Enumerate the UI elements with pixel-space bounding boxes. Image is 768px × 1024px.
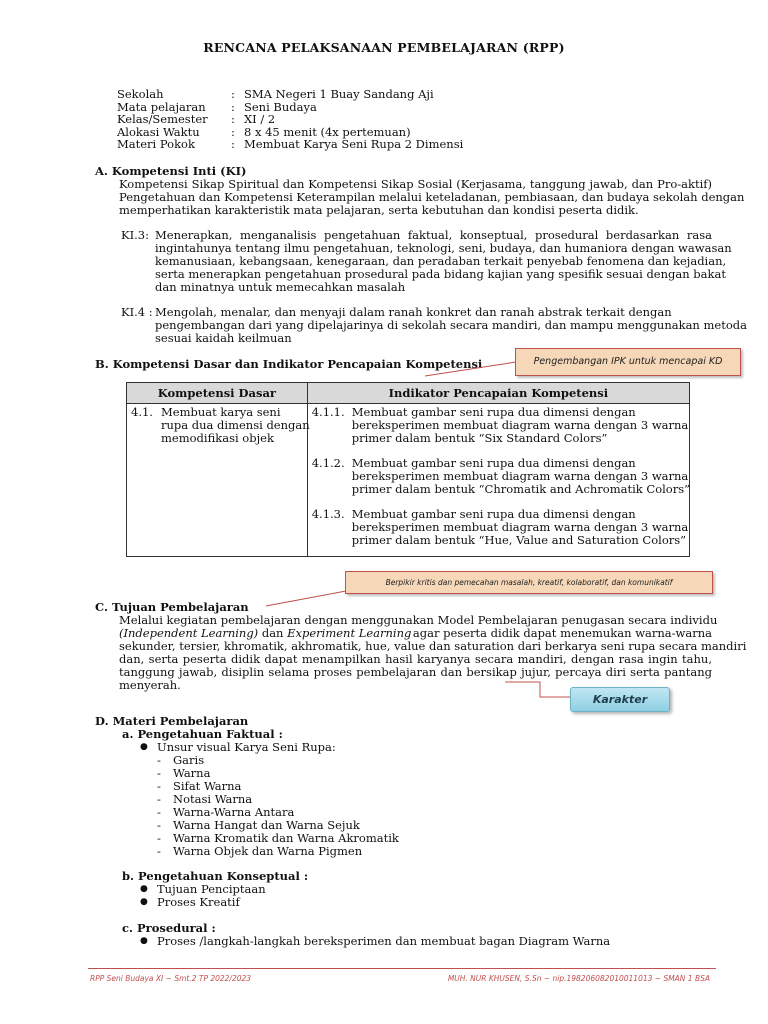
ki4-label: KI.4 : <box>121 305 153 319</box>
list-item: Warna-Warna Antara <box>173 805 295 819</box>
section-a-intro-line: Kompetensi Sikap Spiritual dan Kompetensi Sikap Sosial (Kerjasama, tanggung jawab, dan Pro-aktif) <box>119 177 712 191</box>
ipk-line: Membuat gambar seni rupa dua dimensi dengan <box>351 405 636 419</box>
subsection-b-heading: b. Pengetahuan Konseptual : <box>122 869 309 883</box>
identity-label: Sekolah <box>117 87 164 101</box>
dash-icon: - <box>157 779 161 793</box>
dash-icon: - <box>157 792 161 806</box>
ki3-line: kemanusiaan, kebangsaan, kenegaraan, dan peradaban terkait penyebab fenomena dan kejadian, <box>155 254 727 268</box>
ipk-line: Membuat gambar seni rupa dua dimensi dengan <box>351 456 636 470</box>
identity-colon: : <box>231 112 235 126</box>
subsection-a-heading: a. Pengetahuan Faktual : <box>122 727 283 741</box>
table-header-kd: Kompetensi Dasar <box>127 383 308 404</box>
callout-skills-connector <box>266 591 346 606</box>
ipk-number: 4.1.2. <box>311 456 345 470</box>
ki3-line: serta menerapkan pengetahuan prosedural pada bidang kajian yang spesifik sesuai dengan bakat <box>155 267 726 281</box>
ipk-line: bereksperimen membuat diagram warna dengan 3 warna <box>351 520 689 534</box>
ki3-line: Menerapkan, menganalisis pengetahuan faktual, konseptual, prosedural berdasarkan rasa <box>155 228 712 242</box>
identity-label: Alokasi Waktu <box>117 124 200 139</box>
list-item: Proses /langkah-langkah bereksperimen dan membuat bagan Diagram Warna <box>157 934 611 948</box>
ipk-line: primer dalam bentuk “Chromatik and Achromatik Colors” <box>351 482 691 496</box>
callout-ipk-connector <box>425 362 516 376</box>
dash-icon: - <box>157 805 161 819</box>
ipk-line: bereksperimen membuat diagram warna dengan 3 warna <box>351 418 689 432</box>
list-item: Warna Kromatik dan Warna Akromatik <box>173 831 399 845</box>
list-item: Sifat Warna <box>173 779 242 793</box>
ki4-line: Mengolah, menalar, dan menyaji dalam ranah konkret dan ranah abstrak terkait dengan <box>155 305 672 319</box>
identity-value: Seni Budaya <box>244 99 317 114</box>
bullet-icon: ● <box>140 742 148 752</box>
identity-colon: : <box>231 99 235 114</box>
model-experiment: Experiment Learning <box>287 626 412 640</box>
footer-divider <box>88 968 716 969</box>
ki3-label: KI.3: <box>121 228 149 242</box>
ipk-number: 4.1.3. <box>311 507 345 521</box>
connector-text: dan <box>258 626 288 640</box>
section-c-line: dan, serta peserta didik dapat menampilkan hasil karyanya secara mandiri, dengan rasa ingin tahu, <box>119 652 712 666</box>
section-c-heading: C. Tujuan Pembelajaran <box>95 600 249 614</box>
identity-value: XI / 2 <box>244 112 276 126</box>
table-header-ipk: Indikator Pencapaian Kompetensi <box>307 383 689 404</box>
table-row <box>127 404 690 557</box>
document-title: RENCANA PELAKSANAAN PEMBELAJARAN (RPP) <box>203 40 565 55</box>
ipk-number: 4.1.1. <box>311 405 345 419</box>
list-item: Proses Kreatif <box>157 895 240 909</box>
kd-line: Membuat karya seni <box>161 405 281 419</box>
identity-colon: : <box>231 87 235 101</box>
list-item: Garis <box>173 753 205 767</box>
list-item: Warna Objek dan Warna Pigmen <box>173 844 363 858</box>
ipk-line: primer dalam bentuk “Six Standard Colors” <box>351 431 608 445</box>
identity-value: 8 x 45 menit (4x pertemuan) <box>244 124 411 139</box>
ki4-line: sesuai kaidah keilmuan <box>155 331 292 345</box>
list-item: Unsur visual Karya Seni Rupa: <box>157 740 336 754</box>
callout-skills: Berpikir kritis dan pemecahan masalah, kreatif, kolaboratif, dan komunikatif <box>345 571 713 594</box>
callout-ipk: Pengembangan IPK untuk mencapai KD <box>515 348 741 376</box>
ki3-line: ingintahunya tentang ilmu pengetahuan, teknologi, seni, budaya, dan humaniora dengan wawasan <box>155 241 732 255</box>
bullet-icon: ● <box>140 897 148 907</box>
dash-icon: - <box>157 844 161 858</box>
identity-label: Materi Pokok <box>117 137 195 151</box>
ipk-line: primer dalam bentuk “Hue, Value and Saturation Colors” <box>351 533 687 547</box>
kd-ipk-table <box>126 382 690 557</box>
section-c-line: sekunder, tersier, khromatik, akhromatik, hue, value dan saturation dari berkarya seni rupa secara mandiri <box>119 639 747 653</box>
section-c-line: menyerah. <box>119 678 181 692</box>
dash-icon: - <box>157 831 161 845</box>
identity-value: Membuat Karya Seni Rupa 2 Dimensi <box>244 137 464 151</box>
footer-left: RPP Seni Budaya XI ~ Smt.2 TP 2022/2023 <box>90 974 252 983</box>
section-c-line-rest: agar peserta didik dapat menemukan warna-warna <box>412 626 712 640</box>
ki4-line: pengembangan dari yang dipelajarinya di sekolah secara mandiri, dan mampu menggunakan metoda <box>155 318 747 332</box>
section-a-intro-line: Pengetahuan dan Kompetensi Keterampilan melalui keteladanan, pembiasaan, dan budaya sekolah dengan <box>119 190 745 204</box>
section-a-intro-line: memperhatikan karakteristik mata pelajaran, serta kebutuhan dan kondisi peserta didik. <box>119 203 639 217</box>
dash-icon: - <box>157 818 161 832</box>
identity-colon: : <box>231 137 235 151</box>
identity-label: Kelas/Semester <box>117 112 208 126</box>
footer-right: MUH. NUR KHUSEN, S.Sn ~ nip.198206082010011013 ~ SMAN 1 BSA <box>447 974 710 983</box>
callout-karakter-connector <box>505 682 570 697</box>
list-item: Notasi Warna <box>173 792 253 806</box>
bullet-icon: ● <box>140 936 148 946</box>
dash-icon: - <box>157 753 161 767</box>
list-item: Warna Hangat dan Warna Sejuk <box>173 818 360 832</box>
ipk-line: Membuat gambar seni rupa dua dimensi dengan <box>351 507 636 521</box>
section-c-line: Melalui kegiatan pembelajaran dengan menggunakan Model Pembelajaran penugasan secara individu <box>119 613 718 627</box>
identity-label: Mata pelajaran <box>117 99 206 114</box>
kd-line: memodifikasi objek <box>161 431 274 445</box>
dash-icon: - <box>157 766 161 780</box>
subsection-c-heading: c. Prosedural : <box>122 921 216 935</box>
model-independent: (Independent Learning) <box>119 626 259 640</box>
list-item: Warna <box>173 766 211 780</box>
kd-line: rupa dua dimensi dengan <box>161 418 310 432</box>
section-b-heading: B. Kompetensi Dasar dan Indikator Pencapaian Kompetensi <box>95 357 483 371</box>
kd-number: 4.1. <box>131 405 153 419</box>
section-c-line: tanggung jawab, disiplin selama proses pembelajaran dan bersikap jujur, percaya diri serta pantang <box>119 665 712 679</box>
bullet-icon: ● <box>140 884 148 894</box>
list-item: Tujuan Penciptaan <box>157 882 266 896</box>
section-d-heading: D. Materi Pembelajaran <box>95 714 249 728</box>
ki3-line: dan minatnya untuk memecahkan masalah <box>155 280 406 294</box>
identity-colon: : <box>231 124 235 139</box>
section-a-heading: A. Kompetensi Inti (KI) <box>95 164 247 178</box>
ipk-cell <box>307 404 689 557</box>
karakter-badge: Karakter <box>570 687 670 712</box>
kd-cell <box>127 404 308 557</box>
identity-value: SMA Negeri 1 Buay Sandang Aji <box>244 87 434 101</box>
table-header-row <box>127 383 690 404</box>
ipk-line: bereksperimen membuat diagram warna dengan 3 warna <box>351 469 689 483</box>
